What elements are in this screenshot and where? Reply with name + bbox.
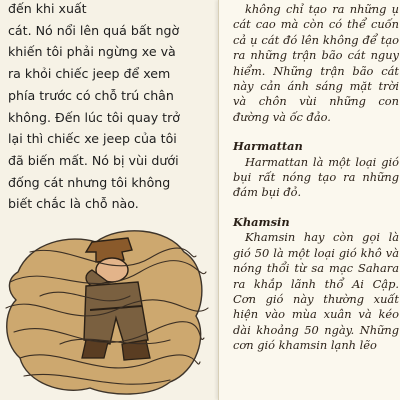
handwritten-note: [8, 0, 204, 215]
sidebar-text: [233, 2, 399, 354]
note-line: không. Đến lúc tôi quay trở: [8, 109, 180, 125]
spacer: [233, 201, 399, 215]
note-line: đến khi xuất: [8, 1, 87, 16]
section-body-khamsin: Khamsin hay còn gọi là gió 50 là một loại gió khô và nóng thổi từ sa mạc Sahara ra khắp lãnh thổ Ai Cập. Cơn gió này thường xuất hiện vào mùa xuân và kéo dài khoảng 50 ngày. Những cơn gió khamsin lạnh lẽo: [233, 230, 399, 353]
note-line: ra khỏi chiếc jeep để xem: [8, 66, 171, 82]
spacer: [233, 125, 399, 139]
sandstorm-illustration: [0, 212, 214, 400]
note-line: cát. Nó nổi lên quá bất ngờ: [8, 22, 180, 38]
note-line: biết chắc là chỗ nào.: [8, 196, 139, 212]
note-line: lại thì chiếc xe jeep của tôi: [8, 131, 177, 147]
section-heading-khamsin: Khamsin: [233, 214, 290, 229]
sidebar-intro: không chỉ tạo ra những ụ cát cao mà còn có thể cuốn cả ụ cát đó lên không để tạo ra những trận bão cát nguy hiểm. Những trận bão cát này cản ánh sáng mặt trời và chôn vùi những con đường và ốc đảo.: [233, 2, 399, 124]
info-sidebar: [218, 0, 400, 400]
note-line: phía trước có chỗ trú chân: [8, 87, 174, 103]
note-line: đống cát nhưng tôi không: [8, 174, 171, 190]
note-line: khiến tôi phải ngừng xe và: [8, 44, 176, 60]
note-line: đã biến mất. Nó bị vùi dưới: [8, 152, 179, 168]
section-body-harmattan: Harmattan là một loại gió bụi rất nóng tạo ra những đám bụi đỏ.: [233, 154, 399, 200]
section-heading-harmattan: Harmattan: [233, 139, 303, 154]
